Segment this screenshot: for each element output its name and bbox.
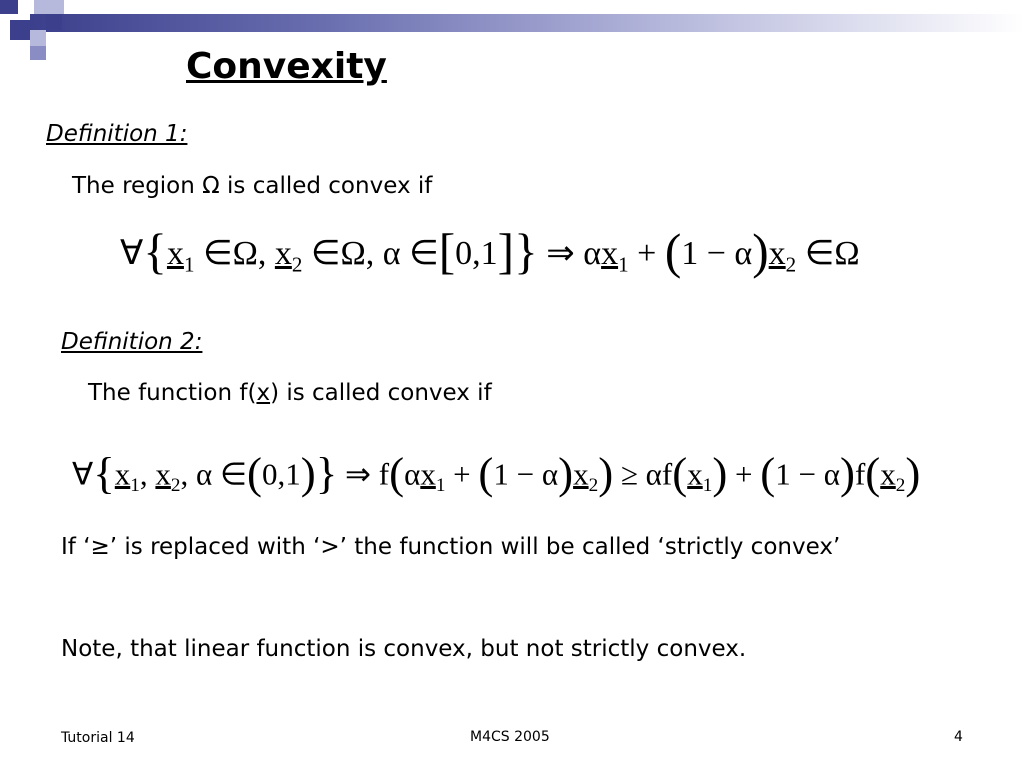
slide-title: Convexity (186, 46, 387, 87)
header-square-7 (30, 46, 46, 60)
header-square-4 (10, 20, 30, 40)
page-number: 4 (954, 729, 963, 745)
definition-2-text-var: x (256, 380, 271, 406)
definition-1-text: The region Ω is called convex if (72, 173, 433, 199)
definition-2-label: Definition 2: (61, 329, 203, 355)
header-square-3 (34, 0, 64, 14)
strict-convexity-note: If ‘≥’ is replaced with ‘>’ the function will be called ‘strictly convex’ (61, 534, 841, 560)
definition-2-text-after: ) is called convex if (270, 380, 492, 406)
convex-function-formula: $\forall\{x_1$, $x_2$, α ∈(0,1)} ⇒ $f(\alpha x_1 + (1 - \alpha)x_2) \ge \alpha f(x_1) + (1 - \alpha)f(x_2)$ (72, 448, 921, 498)
header-square-6 (46, 14, 62, 30)
footer-left: Tutorial 14 (61, 730, 135, 746)
footer-center: M4CS 2005 (470, 729, 550, 745)
header-gradient-bar (30, 14, 1024, 32)
header-square-1 (0, 0, 18, 14)
definition-2-text (88, 380, 492, 406)
header-square-5 (30, 30, 46, 46)
definition-1-label: Definition 1: (46, 121, 188, 147)
linear-function-note: Note, that linear function is convex, but not strictly convex. (61, 636, 747, 662)
definition-2-text-before: The function f( (88, 380, 257, 406)
header-square-2 (18, 0, 34, 14)
convex-region-formula: $\forall\{x_1$ ∈Ω, $x_2$ ∈Ω, α ∈[0,1]} ⇒ $\alpha x_1 + (1 - \alpha)x_2$ ∈Ω (120, 224, 860, 279)
